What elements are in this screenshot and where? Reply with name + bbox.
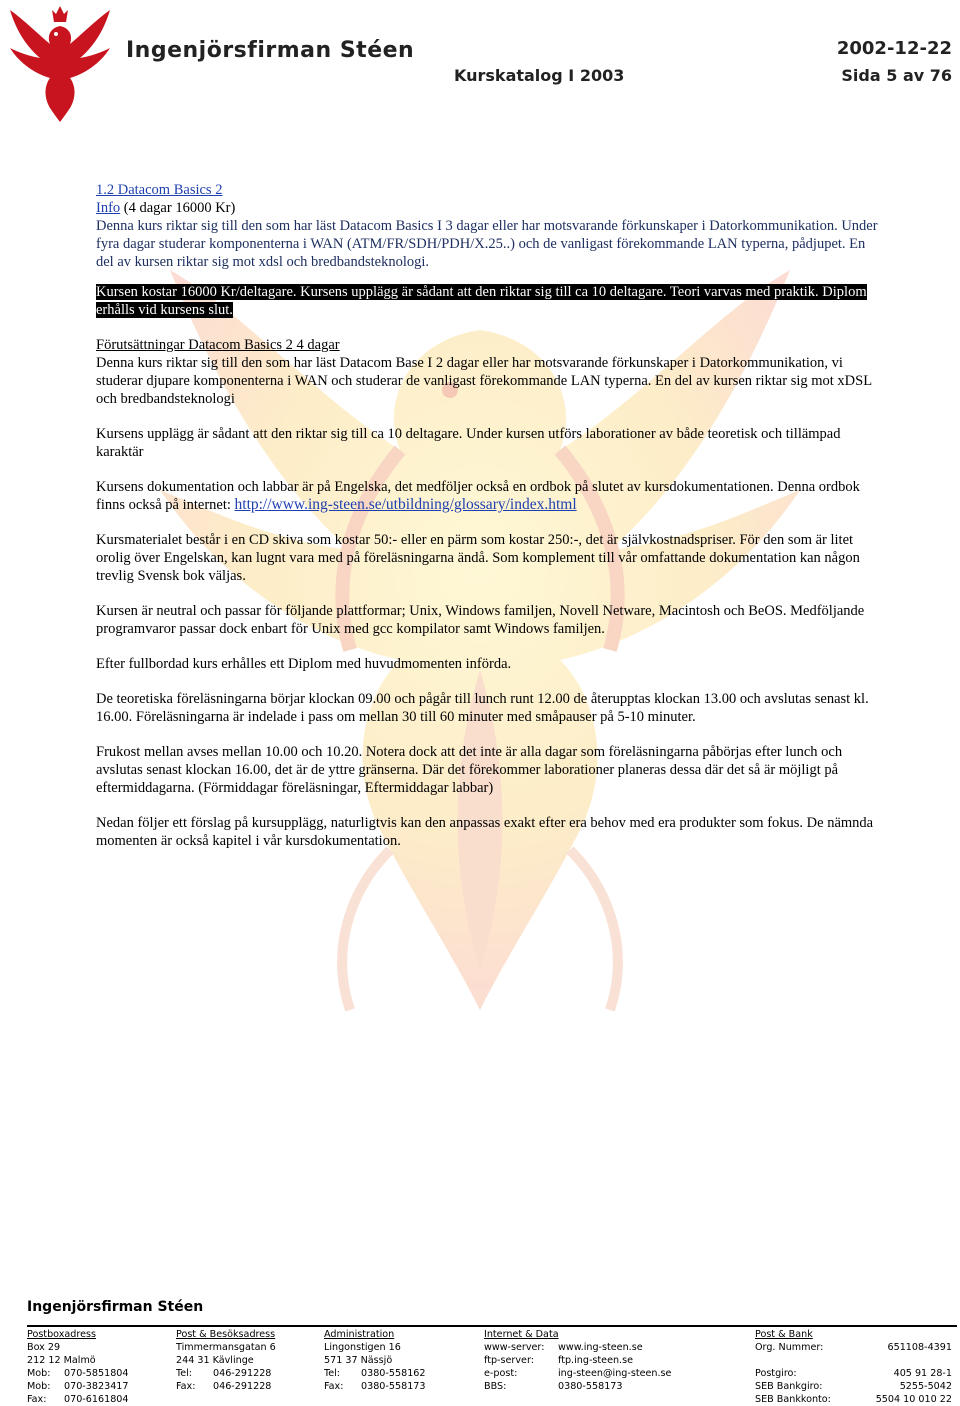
footer-line: Mob: 070-3823417 (27, 1381, 129, 1392)
footer-line: Box 29 (27, 1342, 61, 1353)
footer-heading: Administration (324, 1329, 395, 1340)
footer-company: Ingenjörsfirman Stéen (27, 1299, 204, 1315)
header-date: 2002-12-22 (836, 38, 952, 59)
price-paragraph (96, 283, 881, 319)
footer-line: Tel: 046-291228 (176, 1368, 272, 1379)
footer-internet (484, 1328, 671, 1393)
docs-text: Kursens dokumentation och labbar är på Engelska, det medföljer också en ordbok på slutet av kursdokumentationen. Denna ordbok finns också på internet: (96, 479, 860, 513)
footer-line: 212 12 Malmö (27, 1355, 96, 1366)
footer-line: SEB Bankgiro: 5255-5042 (755, 1381, 952, 1392)
footer-line: Fax: 070-6161804 (27, 1394, 129, 1405)
schedule-paragraph: Nedan följer ett förslag på kursupplägg, naturligtvis kan den anpassas exakt efter era behov med era produkter som fokus. De nämnda momenten är också kapitel i vår kursdokumentation. (96, 815, 874, 849)
footer-heading: Post & Besöksadress (176, 1329, 276, 1340)
eagle-logo (4, 4, 116, 124)
footer-line: Postgiro: 405 91 28-1 (755, 1368, 952, 1379)
times-paragraph: De teoretiska föreläsningarna börjar klockan 09.00 och pågår till lunch runt 12.00 de återupptas klockan 13.00 och avslutas senast kl. 16.00. Föreläsningarna är indelade i pass om mellan 30 till 60 minuter med småpauser på 5-10 minuter. (96, 691, 869, 725)
header-company: Ingenjörsfirman Stéen (126, 38, 415, 63)
footer-line: SEB Bankkonto: 5504 10 010 22 (755, 1394, 952, 1405)
footer-line: Fax: 046-291228 (176, 1381, 272, 1392)
footer-bank (755, 1328, 952, 1406)
footer-line: Mob: 070-5851804 (27, 1368, 129, 1379)
info-link[interactable]: Info (96, 200, 121, 216)
footer-line: BBS: 0380-558173 (484, 1381, 623, 1392)
breakfast-paragraph: Frukost mellan avses mellan 10.00 och 10.20. Notera dock att det inte är alla dagar som föreläsningarna påbörjas efter lunch och avslutas senast klockan 16.00, det är de yttre gränserna. Där det förekommer laborationer planeras dessa där det så är möjligt på eftermiddagarna. (Förmiddagar föreläsningar, Eftermiddagar labbar) (96, 744, 843, 796)
footer-admin (324, 1328, 426, 1393)
footer-line: Timmermansgatan 6 (176, 1342, 276, 1353)
material-paragraph: Kursmaterialet består i en CD skiva som kostar 50:- eller en pärm som kostar 250:-, det är självkostnadspriser. För den som är litet orolig över Engelskan, kan lugnt vara med på föreläsningarna ändå. Som komplement till vår omfattande dokumentation kan någon trevlig Svensk bok väljas. (96, 532, 860, 584)
footer-line: Fax: 0380-558173 (324, 1381, 426, 1392)
footer-visit (176, 1328, 276, 1393)
info-duration: (4 dagar 16000 Kr) (120, 200, 236, 216)
price-text: Kursen kostar 16000 Kr/deltagare. Kursens upplägg är sådant att den riktar sig till ca 10 deltagare. Teori varvas med praktik. Diplom erhålls vid kursens slut. (96, 284, 867, 318)
glossary-link[interactable]: http://www.ing-steen.se/utbildning/glossary/index.html (234, 496, 577, 513)
footer-heading: Post & Bank (755, 1329, 813, 1340)
footer-line: Org. Nummer: 651108-4391 (755, 1342, 952, 1353)
footer-heading: Internet & Data (484, 1329, 559, 1340)
header-page-number: Sida 5 av 76 (841, 66, 952, 85)
footer-line: 571 37 Nässjö (324, 1355, 393, 1366)
intro-paragraph: Denna kurs riktar sig till den som har läst Datacom Basics I 3 dagar eller har motsvarande förkunskaper i Datorkommunikation. Under fyra dagar studerar komponenterna i WAN (ATM/FR/SDH/PDH/X.25..) och de vanligast förekommande LAN typerna, pådjupet. En del av kursen riktar sig mot xdsl och bredbandsteknologi. (96, 218, 878, 270)
header-catalog: Kurskatalog I 2003 (454, 66, 625, 85)
footer-line (755, 1354, 952, 1367)
footer-line: ftp-server: ftp.ing-steen.se (484, 1355, 634, 1366)
footer-line: www-server: www.ing-steen.se (484, 1342, 643, 1353)
footer-heading: Postboxadress (27, 1329, 97, 1340)
footer-line: 244 31 Kävlinge (176, 1355, 254, 1366)
document-body (96, 181, 886, 850)
info-line (96, 199, 886, 217)
footer-line: Tel: 0380-558162 (324, 1368, 426, 1379)
platform-paragraph: Kursen är neutral och passar för följande plattformar; Unix, Windows familjen, Novell Netware, Macintosh och BeOS. Medföljande programvaror passar dock enbart för Unix med gcc kompilator samt Windows familjen. (96, 603, 865, 637)
section-heading: 1.2 Datacom Basics 2 (96, 182, 223, 198)
layout-paragraph: Kursens upplägg är sådant att den riktar sig till ca 10 deltagare. Under kursen utförs laborationer av både teoretisk och tillämpad karaktär (96, 426, 841, 460)
prereq-paragraph: Denna kurs riktar sig till den som har läst Datacom Base I 2 dagar eller har motsvarande förkunskaper i Datorkommunikation, vi studerar djupare komponenterna i WAN och studerar de vanligast förekommande LAN typerna. En del av kursen riktar sig mot xDSL och bredbandsteknologi (96, 355, 872, 407)
docs-paragraph (96, 478, 886, 514)
footer-line: e-post: ing-steen@ing-steen.se (484, 1368, 672, 1379)
footer-line: Lingonstigen 16 (324, 1342, 401, 1353)
diploma-paragraph: Efter fullbordad kurs erhålles ett Diplom med huvudmomenten införda. (96, 656, 512, 672)
footer-postbox (27, 1328, 129, 1406)
footer-divider (27, 1325, 957, 1327)
prereq-heading: Förutsättningar Datacom Basics 2 4 dagar (96, 337, 340, 353)
